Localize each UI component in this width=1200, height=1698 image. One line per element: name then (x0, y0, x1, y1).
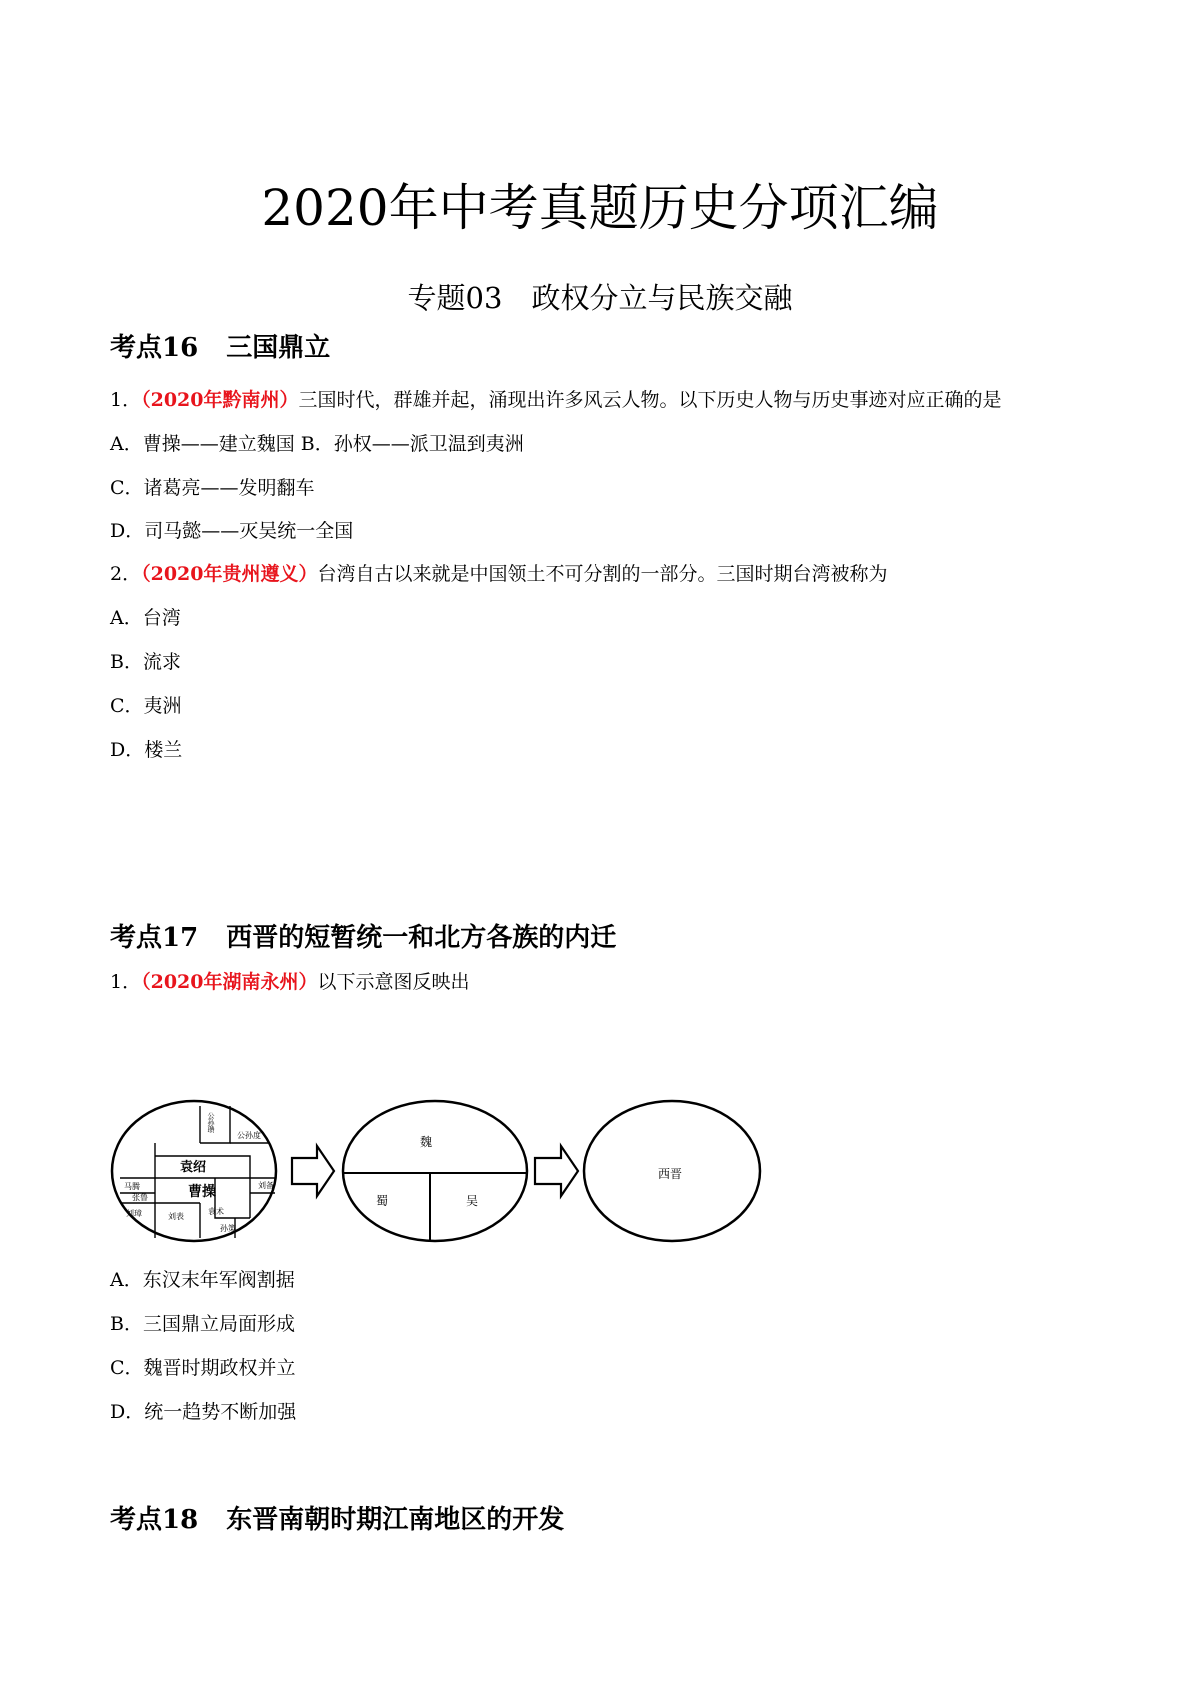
option-c: C．诸葛亮——发明翻车 (110, 477, 315, 499)
section-name: 三国鼎立 (226, 333, 331, 363)
three-kingdoms-diagram (110, 1098, 822, 1244)
arrow-right-icon (292, 1146, 334, 1196)
warlord-map (112, 1101, 276, 1241)
question-source: （2020年贵州遵义） (141, 563, 318, 585)
option-d: D．统一趋势不断加强 (110, 1401, 297, 1423)
map2-label: 魏 (420, 1135, 433, 1149)
map1-label: 孙策 (220, 1224, 236, 1233)
map3-label: 西晋 (658, 1167, 683, 1181)
map1-label: 马腾 (124, 1182, 140, 1191)
option-a: A．台湾 (110, 607, 181, 629)
map1-label: 张鲁 (132, 1193, 148, 1202)
section-heading-16 (110, 330, 330, 366)
section-heading-17 (110, 920, 616, 956)
question-source: （2020年湖南永州） (141, 971, 318, 993)
section-heading-18 (110, 1502, 564, 1538)
map1-label: 刘备 (258, 1181, 274, 1190)
question-number: 2． (110, 563, 142, 585)
section-label: 考点17 (110, 923, 199, 953)
question-text: 以下示意图反映出 (317, 971, 470, 993)
section-name: 东晋南朝时期江南地区的开发 (226, 1505, 565, 1535)
option-d: D．楼兰 (110, 739, 183, 761)
map1-label: 公孙度 (237, 1131, 261, 1140)
map1-label: 袁术 (208, 1207, 224, 1216)
map1-label: 刘璋 (126, 1209, 142, 1218)
western-jin-map (584, 1101, 760, 1241)
page-subtitle: 专题03 政权分立与民族交融 (407, 281, 793, 315)
map1-label: 曹操 (188, 1184, 216, 1200)
option-c: C．夷洲 (110, 695, 182, 717)
map2-label: 吴 (466, 1194, 479, 1208)
question-text: 台湾自古以来就是中国领土不可分割的一部分。三国时期台湾被称为 (317, 563, 888, 585)
map2-label: 蜀 (376, 1194, 389, 1208)
option-a: A．东汉末年军阀割据 (110, 1269, 295, 1291)
option-a: A．曹操——建立魏国 B．孙权——派卫温到夷洲 (110, 433, 524, 455)
question-stem (110, 968, 470, 996)
section-label: 考点18 (110, 1505, 199, 1535)
section-label: 考点16 (110, 333, 199, 363)
page-title: 2020年中考真题历史分项汇编 (261, 179, 939, 237)
three-kingdoms-map (343, 1101, 527, 1241)
map1-label: 公孙瓒 (207, 1112, 215, 1133)
question-text: 三国时代，群雄并起，涌现出许多风云人物。以下历史人物与历史事迹对应正确的是 (298, 389, 1002, 411)
question-stem (110, 386, 1002, 414)
question-stem (110, 560, 888, 588)
section-name: 西晋的短暂统一和北方各族的内迁 (226, 923, 617, 953)
question-number: 1． (110, 971, 142, 993)
option-b: B．流求 (110, 651, 181, 673)
question-source: （2020年黔南州） (141, 389, 299, 411)
option-c: C．魏晋时期政权并立 (110, 1357, 296, 1379)
arrow-right-icon (535, 1146, 578, 1196)
map1-label: 袁绍 (180, 1160, 207, 1175)
option-b: B．三国鼎立局面形成 (110, 1313, 295, 1335)
question-number: 1． (110, 389, 142, 411)
map1-label: 刘表 (168, 1212, 184, 1221)
option-d: D．司马懿——灭吴统一全国 (110, 520, 354, 542)
